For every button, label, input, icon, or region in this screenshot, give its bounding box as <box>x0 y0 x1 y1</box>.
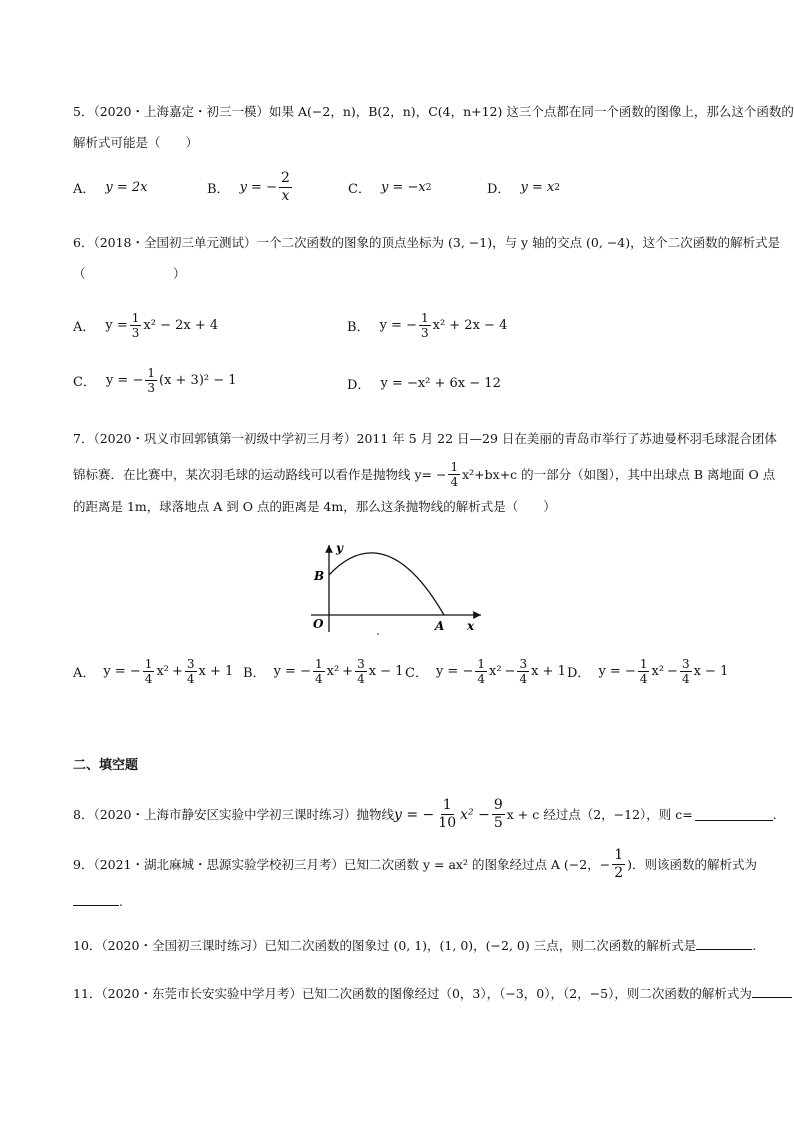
q5-stem-line2: 解析式可能是（ ） <box>73 135 199 150</box>
fraction <box>448 460 460 489</box>
numerator: 3 <box>186 657 195 671</box>
denominator: 4 <box>477 672 485 686</box>
fraction <box>436 797 458 832</box>
numerator: 1 <box>477 657 485 671</box>
q11-text: 11．（2020・东莞市长安实验中学月考）已知二次函数的图像经过（0，3），（−3，0），（2，−5），则二次函数的解析式为 <box>73 986 752 1001</box>
option-label: C． <box>73 375 96 390</box>
q6-option-d[interactable] <box>347 374 501 393</box>
denominator: x <box>281 188 290 204</box>
numerator: 1 <box>639 657 648 671</box>
option-label: C． <box>405 666 428 681</box>
denominator: 4 <box>681 672 690 686</box>
parabola-curve <box>329 553 444 615</box>
option-expression-prefix: y = − <box>105 373 144 388</box>
q6-option-c[interactable] <box>73 366 237 395</box>
option-label: D． <box>487 182 511 197</box>
fraction <box>279 170 292 205</box>
q7-stem-line1: 7．（2020・巩义市回郭镇第一初级中学初三月考）2011 年 5 月 22 日—29 日在美丽的青岛市举行了苏迪曼杯羽毛球混合团体 <box>73 431 777 446</box>
option-label: B． <box>207 182 230 197</box>
section-heading-fill-in: 二、填空题 <box>73 758 139 773</box>
y-equals: y = − <box>103 664 141 679</box>
option-tail: x − 1 <box>368 664 404 679</box>
fraction <box>313 657 325 686</box>
q8-prefix: 8．（2020・上海市静安区实验中学初三课时练习）抛物线 <box>73 806 395 822</box>
fraction <box>143 657 155 686</box>
numerator: 2 <box>280 170 290 186</box>
operator: + <box>342 664 354 679</box>
denominator: 4 <box>519 672 528 686</box>
answer-blank[interactable] <box>696 937 752 950</box>
option-expression: y = −x <box>380 180 426 195</box>
answer-blank[interactable] <box>73 893 119 906</box>
q5-option-a[interactable] <box>73 178 148 197</box>
option-tail: x + 1 <box>198 664 234 679</box>
operator: + <box>171 664 183 679</box>
answer-blank[interactable] <box>695 808 773 821</box>
numerator: 1 <box>144 657 153 671</box>
operator: − <box>504 664 516 679</box>
q10-end: . <box>752 938 757 953</box>
option-expression-prefix: y = − <box>379 318 417 333</box>
q10-stem <box>73 937 756 955</box>
option-expression-suffix: (x + 3)² − 1 <box>159 373 237 388</box>
q9-answer-line <box>73 893 123 911</box>
numerator: 1 <box>450 460 459 474</box>
numerator: 3 <box>357 657 365 671</box>
numerator: 1 <box>420 311 429 325</box>
option-expression-prefix: y = <box>105 318 128 333</box>
option-expression: y = 2x <box>105 180 148 195</box>
option-expression: y = x <box>520 180 555 195</box>
numerator: 9 <box>493 797 503 813</box>
q5-option-c[interactable] <box>348 178 431 197</box>
y-equals: y = − <box>435 664 474 679</box>
option-label: B． <box>243 666 266 681</box>
point-b-label: B <box>314 569 325 583</box>
x-squared: x² <box>156 664 169 679</box>
x-squared: x² <box>489 664 502 679</box>
q7-stem-line2-prefix: 锦标赛．在比赛中，某次羽毛球的运动路线可以看作是抛物线 y= − <box>73 466 447 482</box>
exponent: 2 <box>425 182 432 193</box>
denominator: 3 <box>131 326 140 340</box>
option-expression-suffix: x² − 2x + 4 <box>143 318 219 333</box>
numerator: 1 <box>131 311 140 325</box>
denominator: 3 <box>420 326 429 340</box>
numerator: 1 <box>147 366 155 380</box>
denominator: 10 <box>438 815 457 831</box>
q10-text: 10．（2020・全国初三课时练习）已知二次函数的图象过 (0, 1)，(1, 0)，(−2, 0) 三点，则二次函数的解析式是 <box>73 938 697 953</box>
option-label: A． <box>73 320 96 335</box>
operator: − <box>667 664 678 679</box>
option-label: D． <box>347 378 371 393</box>
q8-stem <box>73 797 777 832</box>
point-a-label: A <box>435 619 445 633</box>
q8-suffix: x + c 经过点（2，−12），则 c= <box>506 806 693 822</box>
exponent: 2 <box>554 182 561 193</box>
q6-stem-line1: 6．（2018・全国初三单元测试）一个二次函数的图象的顶点坐标为 (3, −1)，与 y 轴的交点 (0, −4)，这个二次函数的解析式是 <box>73 235 781 250</box>
option-tail: x − 1 <box>693 664 729 679</box>
denominator: 4 <box>639 672 648 686</box>
option-expression-prefix: y = − <box>239 180 277 195</box>
numerator: 1 <box>314 657 323 671</box>
q5-option-b[interactable] <box>207 170 294 205</box>
q7-option-b[interactable] <box>243 657 403 686</box>
q11-stem <box>73 985 792 1003</box>
q7-stem-line2 <box>73 460 775 489</box>
q7-stem-line2-suffix: x²+bx+c 的一部分（如图），其中出球点 B 离地面 O 点 <box>462 466 776 482</box>
fraction <box>185 657 197 686</box>
fraction <box>517 657 529 686</box>
q9-end: . <box>119 894 123 909</box>
q8-eq: y = − <box>394 806 435 823</box>
y-equals: y = − <box>598 664 636 679</box>
q9-prefix: 9．（2021・湖北麻城・思源实验学校初三月考）已知二次函数 y = ax² 的图象经过点 A (−2，− <box>73 856 611 872</box>
numerator: 1 <box>614 847 624 863</box>
q7-option-a[interactable] <box>73 657 233 686</box>
denominator: 4 <box>314 672 323 686</box>
q5-stem-line1: 5．（2020・上海嘉定・初三一模）如果 A(−2，n)，B(2，n)，C(4，n+12) 这三个点都在同一个函数的图像上，那么这个函数的 <box>73 104 794 119</box>
fraction <box>130 311 142 340</box>
fraction <box>475 657 487 686</box>
x-squared: x² <box>651 664 665 679</box>
q6-stem-line2: （ ） <box>73 266 186 281</box>
denominator: 4 <box>450 475 459 489</box>
option-label: B． <box>347 320 370 335</box>
parabola-graph <box>305 537 490 637</box>
fraction <box>638 657 650 686</box>
denominator: 2 <box>614 865 624 881</box>
q6-option-a[interactable] <box>73 311 218 340</box>
fraction <box>680 657 692 686</box>
denominator: 4 <box>357 672 365 686</box>
option-label: A． <box>73 666 96 681</box>
option-expression: y = −x² + 6x − 12 <box>380 376 501 391</box>
numerator: 1 <box>442 797 452 813</box>
x-squared: x² <box>326 664 340 679</box>
denominator: 4 <box>144 672 153 686</box>
x-axis-label: x <box>467 619 475 633</box>
denominator: 5 <box>493 815 503 831</box>
numerator: 3 <box>519 657 528 671</box>
answer-blank[interactable] <box>752 985 792 998</box>
q8-end: . <box>772 806 777 822</box>
fraction <box>612 847 625 882</box>
y-equals: y = − <box>273 664 311 679</box>
option-label: D． <box>567 666 591 681</box>
q7-option-c[interactable] <box>405 657 566 686</box>
fraction <box>419 311 431 340</box>
q5-option-d[interactable] <box>487 178 560 197</box>
denominator: 4 <box>186 672 195 686</box>
denominator: 3 <box>147 381 155 395</box>
y-axis-label: y <box>336 541 343 555</box>
q7-stem-line3: 的距离是 1m，球落地点 A 到 O 点的距离是 4m，那么这条抛物线的解析式是（ ） <box>73 499 556 514</box>
option-expression-suffix: x² + 2x − 4 <box>432 318 508 333</box>
option-label: A． <box>73 182 96 197</box>
option-tail: x + 1 <box>531 664 566 679</box>
q8-mid: x² − <box>460 806 490 823</box>
q9-suffix: )．则该函数的解析式为 <box>627 856 758 872</box>
q6-option-b[interactable] <box>347 311 507 340</box>
fraction <box>145 366 157 395</box>
origin-label: O <box>313 617 324 631</box>
fraction <box>355 657 367 686</box>
q9-stem <box>73 847 757 882</box>
numerator: 3 <box>681 657 690 671</box>
option-label: C． <box>348 182 371 197</box>
q7-option-d[interactable] <box>567 657 728 686</box>
fraction <box>492 797 505 832</box>
